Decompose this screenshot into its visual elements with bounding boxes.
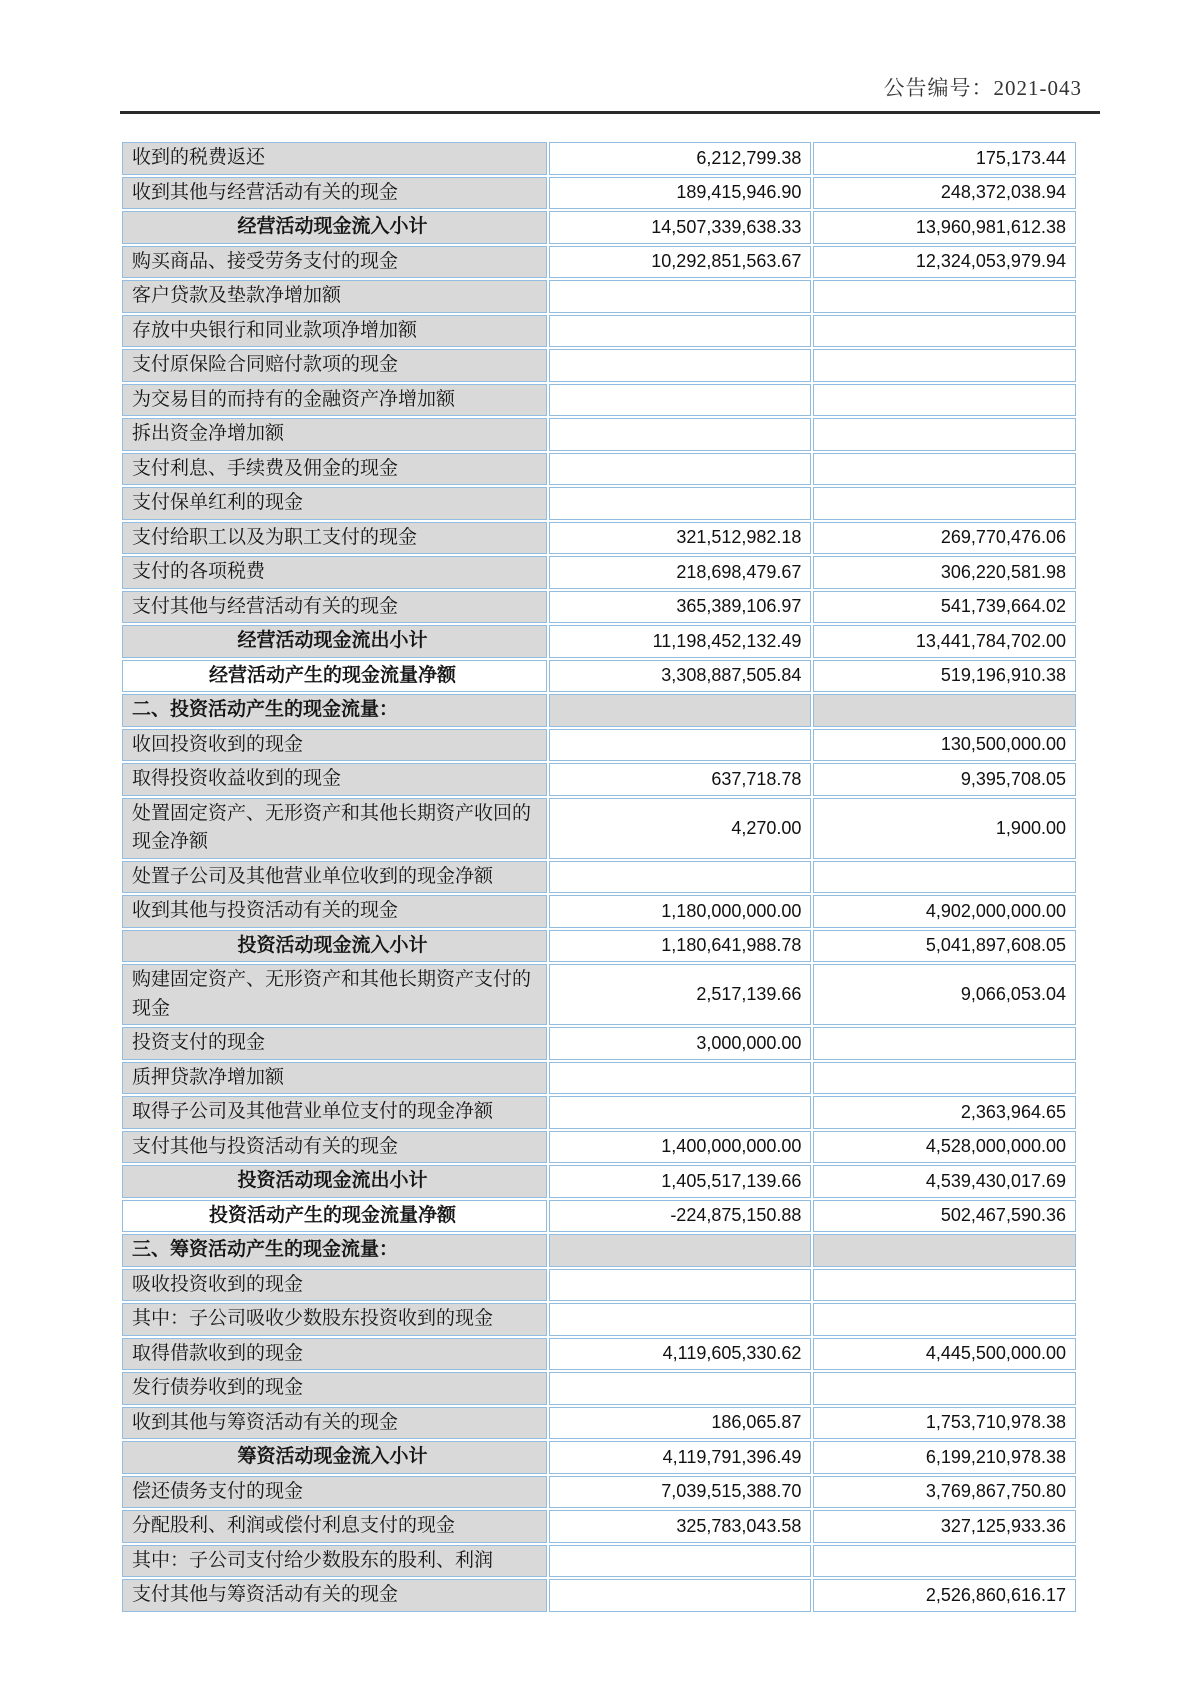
row-value-prior-cell: 12,324,053,979.94: [813, 246, 1076, 279]
row-value-prior-cell: [813, 418, 1076, 451]
row-value-current-cell: 637,718.78: [549, 763, 812, 796]
row-label-cell: 支付其他与投资活动有关的现金: [122, 1131, 547, 1164]
row-value-current-cell: [549, 453, 812, 486]
table-row: [122, 729, 1076, 762]
row-value-current-cell: 321,512,982.18: [549, 522, 812, 555]
row-value-current-cell: 7,039,515,388.70: [549, 1476, 812, 1509]
row-value-current-cell: 186,065.87: [549, 1407, 812, 1440]
row-value-prior-cell: 4,539,430,017.69: [813, 1165, 1076, 1198]
row-value-current-cell: [549, 694, 812, 727]
row-value-current-cell: [549, 1579, 812, 1612]
table-row: [122, 211, 1076, 244]
row-label-cell: 收回投资收到的现金: [122, 729, 547, 762]
row-value-current-cell: 3,308,887,505.84: [549, 660, 812, 693]
table-row: [122, 1062, 1076, 1095]
cash-flow-statement-table: [120, 140, 1078, 1614]
row-value-prior-cell: [813, 1372, 1076, 1405]
table-row: [122, 315, 1076, 348]
row-label-cell: 投资活动产生的现金流量净额: [122, 1200, 547, 1233]
row-label-cell: 吸收投资收到的现金: [122, 1269, 547, 1302]
table-row: [122, 246, 1076, 279]
table-row: [122, 1407, 1076, 1440]
row-value-prior-cell: [813, 1234, 1076, 1267]
row-value-prior-cell: 248,372,038.94: [813, 177, 1076, 210]
table-row: [122, 1476, 1076, 1509]
row-label-cell: 取得借款收到的现金: [122, 1338, 547, 1371]
table-row: [122, 1510, 1076, 1543]
table-row: [122, 1200, 1076, 1233]
row-label-cell: 处置固定资产、无形资产和其他长期资产收回的现金净额: [122, 798, 547, 859]
row-value-current-cell: -224,875,150.88: [549, 1200, 812, 1233]
row-value-current-cell: [549, 1372, 812, 1405]
table-row: [122, 349, 1076, 382]
row-value-prior-cell: 13,960,981,612.38: [813, 211, 1076, 244]
row-value-current-cell: [549, 315, 812, 348]
table-row: [122, 1131, 1076, 1164]
row-label-cell: 偿还债务支付的现金: [122, 1476, 547, 1509]
table-row: [122, 522, 1076, 555]
row-value-prior-cell: 2,526,860,616.17: [813, 1579, 1076, 1612]
row-value-prior-cell: [813, 1303, 1076, 1336]
table-row: [122, 694, 1076, 727]
table-row: [122, 1096, 1076, 1129]
table-row: [122, 798, 1076, 859]
row-value-prior-cell: 269,770,476.06: [813, 522, 1076, 555]
table-row: [122, 487, 1076, 520]
row-value-current-cell: 1,180,000,000.00: [549, 895, 812, 928]
row-label-cell: 三、筹资活动产生的现金流量：: [122, 1234, 547, 1267]
table-row: [122, 895, 1076, 928]
row-value-current-cell: [549, 487, 812, 520]
row-value-prior-cell: 9,395,708.05: [813, 763, 1076, 796]
row-value-current-cell: 11,198,452,132.49: [549, 625, 812, 658]
row-label-cell: 购建固定资产、无形资产和其他长期资产支付的现金: [122, 964, 547, 1025]
row-label-cell: 收到其他与经营活动有关的现金: [122, 177, 547, 210]
row-value-current-cell: 4,119,791,396.49: [549, 1441, 812, 1474]
row-value-current-cell: [549, 384, 812, 417]
row-value-current-cell: [549, 1234, 812, 1267]
table-row: [122, 964, 1076, 1025]
table-row: [122, 763, 1076, 796]
row-value-prior-cell: 502,467,590.36: [813, 1200, 1076, 1233]
row-label-cell: 发行债券收到的现金: [122, 1372, 547, 1405]
row-label-cell: 经营活动现金流入小计: [122, 211, 547, 244]
row-label-cell: 支付利息、手续费及佣金的现金: [122, 453, 547, 486]
table-row: [122, 418, 1076, 451]
row-label-cell: 其中：子公司支付给少数股东的股利、利润: [122, 1545, 547, 1578]
row-label-cell: 支付保单红利的现金: [122, 487, 547, 520]
row-value-current-cell: [549, 729, 812, 762]
row-value-current-cell: [549, 418, 812, 451]
row-value-prior-cell: [813, 487, 1076, 520]
row-value-prior-cell: 4,902,000,000.00: [813, 895, 1076, 928]
row-label-cell: 收到其他与投资活动有关的现金: [122, 895, 547, 928]
row-value-prior-cell: [813, 349, 1076, 382]
row-label-cell: 支付其他与经营活动有关的现金: [122, 591, 547, 624]
row-value-prior-cell: 2,363,964.65: [813, 1096, 1076, 1129]
row-value-prior-cell: 130,500,000.00: [813, 729, 1076, 762]
row-label-cell: 投资活动现金流入小计: [122, 930, 547, 963]
row-value-current-cell: [549, 1096, 812, 1129]
row-value-prior-cell: [813, 694, 1076, 727]
table-row: [122, 591, 1076, 624]
row-label-cell: 二、投资活动产生的现金流量：: [122, 694, 547, 727]
table-row: [122, 453, 1076, 486]
header-divider: [120, 111, 1100, 114]
table-row: [122, 1165, 1076, 1198]
row-label-cell: 投资活动现金流出小计: [122, 1165, 547, 1198]
row-value-current-cell: 365,389,106.97: [549, 591, 812, 624]
row-value-current-cell: [549, 349, 812, 382]
table-row: [122, 556, 1076, 589]
table-row: [122, 1027, 1076, 1060]
row-value-current-cell: [549, 280, 812, 313]
row-label-cell: 购买商品、接受劳务支付的现金: [122, 246, 547, 279]
table-row: [122, 1234, 1076, 1267]
row-value-prior-cell: 5,041,897,608.05: [813, 930, 1076, 963]
row-value-prior-cell: [813, 1545, 1076, 1578]
row-label-cell: 支付原保险合同赔付款项的现金: [122, 349, 547, 382]
row-value-current-cell: 218,698,479.67: [549, 556, 812, 589]
table-row: [122, 384, 1076, 417]
row-value-prior-cell: 3,769,867,750.80: [813, 1476, 1076, 1509]
row-value-prior-cell: 327,125,933.36: [813, 1510, 1076, 1543]
row-value-prior-cell: 4,445,500,000.00: [813, 1338, 1076, 1371]
row-value-prior-cell: 13,441,784,702.00: [813, 625, 1076, 658]
row-value-current-cell: 2,517,139.66: [549, 964, 812, 1025]
table-row: [122, 1579, 1076, 1612]
row-label-cell: 经营活动现金流出小计: [122, 625, 547, 658]
row-label-cell: 分配股利、利润或偿付利息支付的现金: [122, 1510, 547, 1543]
table-row: [122, 625, 1076, 658]
table-row: [122, 660, 1076, 693]
row-label-cell: 支付给职工以及为职工支付的现金: [122, 522, 547, 555]
row-value-current-cell: 4,270.00: [549, 798, 812, 859]
announcement-number: 公告编号：2021-043: [883, 76, 1082, 100]
row-value-current-cell: 1,405,517,139.66: [549, 1165, 812, 1198]
row-value-prior-cell: 4,528,000,000.00: [813, 1131, 1076, 1164]
row-label-cell: 经营活动产生的现金流量净额: [122, 660, 547, 693]
row-value-current-cell: [549, 861, 812, 894]
row-label-cell: 收到其他与筹资活动有关的现金: [122, 1407, 547, 1440]
row-label-cell: 取得投资收益收到的现金: [122, 763, 547, 796]
row-label-cell: 收到的税费返还: [122, 142, 547, 175]
table-row: [122, 861, 1076, 894]
row-value-prior-cell: 9,066,053.04: [813, 964, 1076, 1025]
row-label-cell: 存放中央银行和同业款项净增加额: [122, 315, 547, 348]
row-value-current-cell: 1,180,641,988.78: [549, 930, 812, 963]
row-value-current-cell: 1,400,000,000.00: [549, 1131, 812, 1164]
row-value-prior-cell: 1,753,710,978.38: [813, 1407, 1076, 1440]
table-row: [122, 177, 1076, 210]
table-row: [122, 1545, 1076, 1578]
row-value-current-cell: 14,507,339,638.33: [549, 211, 812, 244]
row-label-cell: 筹资活动现金流入小计: [122, 1441, 547, 1474]
row-value-prior-cell: 175,173.44: [813, 142, 1076, 175]
table-row: [122, 930, 1076, 963]
row-value-current-cell: [549, 1269, 812, 1302]
row-value-prior-cell: 6,199,210,978.38: [813, 1441, 1076, 1474]
row-label-cell: 投资支付的现金: [122, 1027, 547, 1060]
row-label-cell: 处置子公司及其他营业单位收到的现金净额: [122, 861, 547, 894]
row-value-prior-cell: [813, 315, 1076, 348]
row-label-cell: 其中：子公司吸收少数股东投资收到的现金: [122, 1303, 547, 1336]
table-row: [122, 1269, 1076, 1302]
row-value-prior-cell: [813, 861, 1076, 894]
row-value-current-cell: [549, 1303, 812, 1336]
table-row: [122, 1338, 1076, 1371]
row-value-current-cell: [549, 1062, 812, 1095]
row-label-cell: 客户贷款及垫款净增加额: [122, 280, 547, 313]
table-row: [122, 1372, 1076, 1405]
row-value-current-cell: [549, 1545, 812, 1578]
row-value-current-cell: 325,783,043.58: [549, 1510, 812, 1543]
table-row: [122, 1441, 1076, 1474]
row-value-prior-cell: [813, 280, 1076, 313]
row-value-current-cell: 6,212,799.38: [549, 142, 812, 175]
row-label-cell: 拆出资金净增加额: [122, 418, 547, 451]
table-row: [122, 280, 1076, 313]
row-label-cell: 取得子公司及其他营业单位支付的现金净额: [122, 1096, 547, 1129]
row-value-prior-cell: [813, 384, 1076, 417]
row-value-prior-cell: [813, 1062, 1076, 1095]
row-value-prior-cell: [813, 1269, 1076, 1302]
row-value-prior-cell: [813, 1027, 1076, 1060]
table-row: [122, 142, 1076, 175]
row-label-cell: 为交易目的而持有的金融资产净增加额: [122, 384, 547, 417]
row-value-prior-cell: 519,196,910.38: [813, 660, 1076, 693]
row-value-prior-cell: 541,739,664.02: [813, 591, 1076, 624]
row-value-prior-cell: [813, 453, 1076, 486]
row-value-current-cell: 10,292,851,563.67: [549, 246, 812, 279]
row-value-current-cell: 4,119,605,330.62: [549, 1338, 812, 1371]
row-label-cell: 质押贷款净增加额: [122, 1062, 547, 1095]
row-value-current-cell: 3,000,000.00: [549, 1027, 812, 1060]
row-label-cell: 支付其他与筹资活动有关的现金: [122, 1579, 547, 1612]
row-value-prior-cell: 1,900.00: [813, 798, 1076, 859]
row-label-cell: 支付的各项税费: [122, 556, 547, 589]
row-value-prior-cell: 306,220,581.98: [813, 556, 1076, 589]
row-value-current-cell: 189,415,946.90: [549, 177, 812, 210]
table-row: [122, 1303, 1076, 1336]
table-body: [122, 142, 1076, 1612]
